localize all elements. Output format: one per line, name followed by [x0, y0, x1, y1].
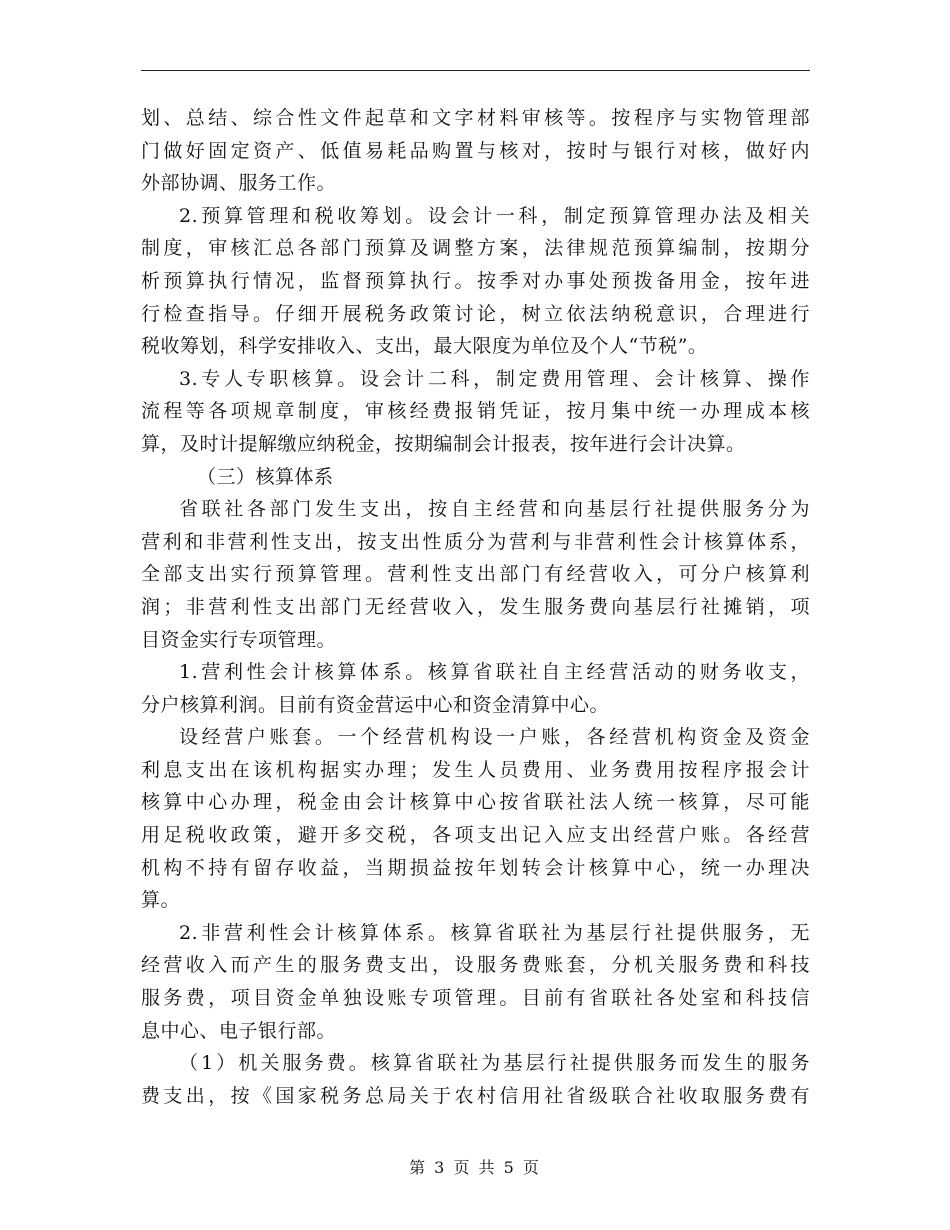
- text-line: 2.预算管理和税收筹划。设会计一科，制定预算管理办法及相关: [179, 204, 810, 227]
- text-line: 机构不持有留存收益，当期损益按年划转会计核算中心，统一办理决: [141, 856, 810, 879]
- text-line: 算，及时计提解缴应纳税金，按期编制会计报表，按年进行会计决算。: [141, 432, 746, 455]
- page-number: 第 3 页 共 5 页: [409, 1158, 541, 1177]
- text-line: 润；非营利性支出部门无经营收入，发生服务费向基层行社摊销，项: [141, 595, 810, 618]
- header-rule: [141, 70, 810, 71]
- text-line: 行检查指导。仔细开展税务政策讨论，树立依法纳税意识，合理进行: [141, 302, 810, 325]
- text-line: 设经营户账套。一个经营机构设一户账，各经营机构资金及资金: [179, 726, 810, 749]
- text-line: 核算中心办理，税金由会计核算中心按省联社法人统一核算，尽可能: [141, 791, 810, 814]
- text-line: 3.专人专职核算。设会计二科，制定费用管理、会计核算、操作: [179, 367, 810, 390]
- text-line: 门做好固定资产、低值易耗品购置与核对，按时与银行对核，做好内: [141, 139, 810, 162]
- text-line: 分户核算利润。目前有资金营运中心和资金清算中心。: [141, 693, 610, 716]
- text-line: 制度，审核汇总各部门预算及调整方案，法律规范预算编制，按期分: [141, 237, 810, 260]
- text-line: 营利和非营利性支出，按支出性质分为营利与非营利性会计核算体系，: [141, 530, 810, 553]
- text-line: 算。: [141, 889, 181, 912]
- text-line: 流程等各项规章制度，审核经费报销凭证，按月集中统一办理成本核: [141, 400, 810, 423]
- text-line: 息中心、电子银行部。: [141, 1019, 337, 1042]
- document-body: [141, 102, 810, 1112]
- text-line: 1.营利性会计核算体系。核算省联社自主经营活动的财务收支，: [179, 661, 810, 684]
- text-line: 外部协调、服务工作。: [141, 172, 337, 195]
- text-line: （三）核算体系: [197, 465, 334, 488]
- text-line: 税收筹划，科学安排收入、支出，最大限度为单位及个人“节税”。: [141, 335, 708, 358]
- text-line: 利息支出在该机构据实办理；发生人员费用、业务费用按程序报会计: [141, 758, 810, 781]
- text-line: 目资金实行专项管理。: [141, 628, 337, 651]
- text-line: （1）机关服务费。核算省联社为基层行社提供服务而发生的服务: [179, 1052, 810, 1075]
- text-line: 全部支出实行预算管理。营利性支出部门有经营收入，可分户核算利: [141, 563, 810, 586]
- text-line: 省联社各部门发生支出，按自主经营和向基层行社提供服务分为: [179, 498, 810, 521]
- text-line: 经营收入而产生的服务费支出，设服务费账套，分机关服务费和科技: [141, 954, 810, 977]
- text-line: 2.非营利性会计核算体系。核算省联社为基层行社提供服务，无: [179, 921, 810, 944]
- text-line: 服务费，项目资金单独设账专项管理。目前有省联社各处室和科技信: [141, 987, 810, 1010]
- text-line: 用足税收政策，避开多交税，各项支出记入应支出经营户账。各经营: [141, 824, 810, 847]
- text-line: 析预算执行情况，监督预算执行。按季对办事处预拨备用金，按年进: [141, 269, 810, 292]
- text-line: 费支出，按《国家税务总局关于农村信用社省级联合社收取服务费有: [141, 1084, 810, 1107]
- text-line: 划、总结、综合性文件起草和文字材料审核等。按程序与实物管理部: [141, 107, 810, 129]
